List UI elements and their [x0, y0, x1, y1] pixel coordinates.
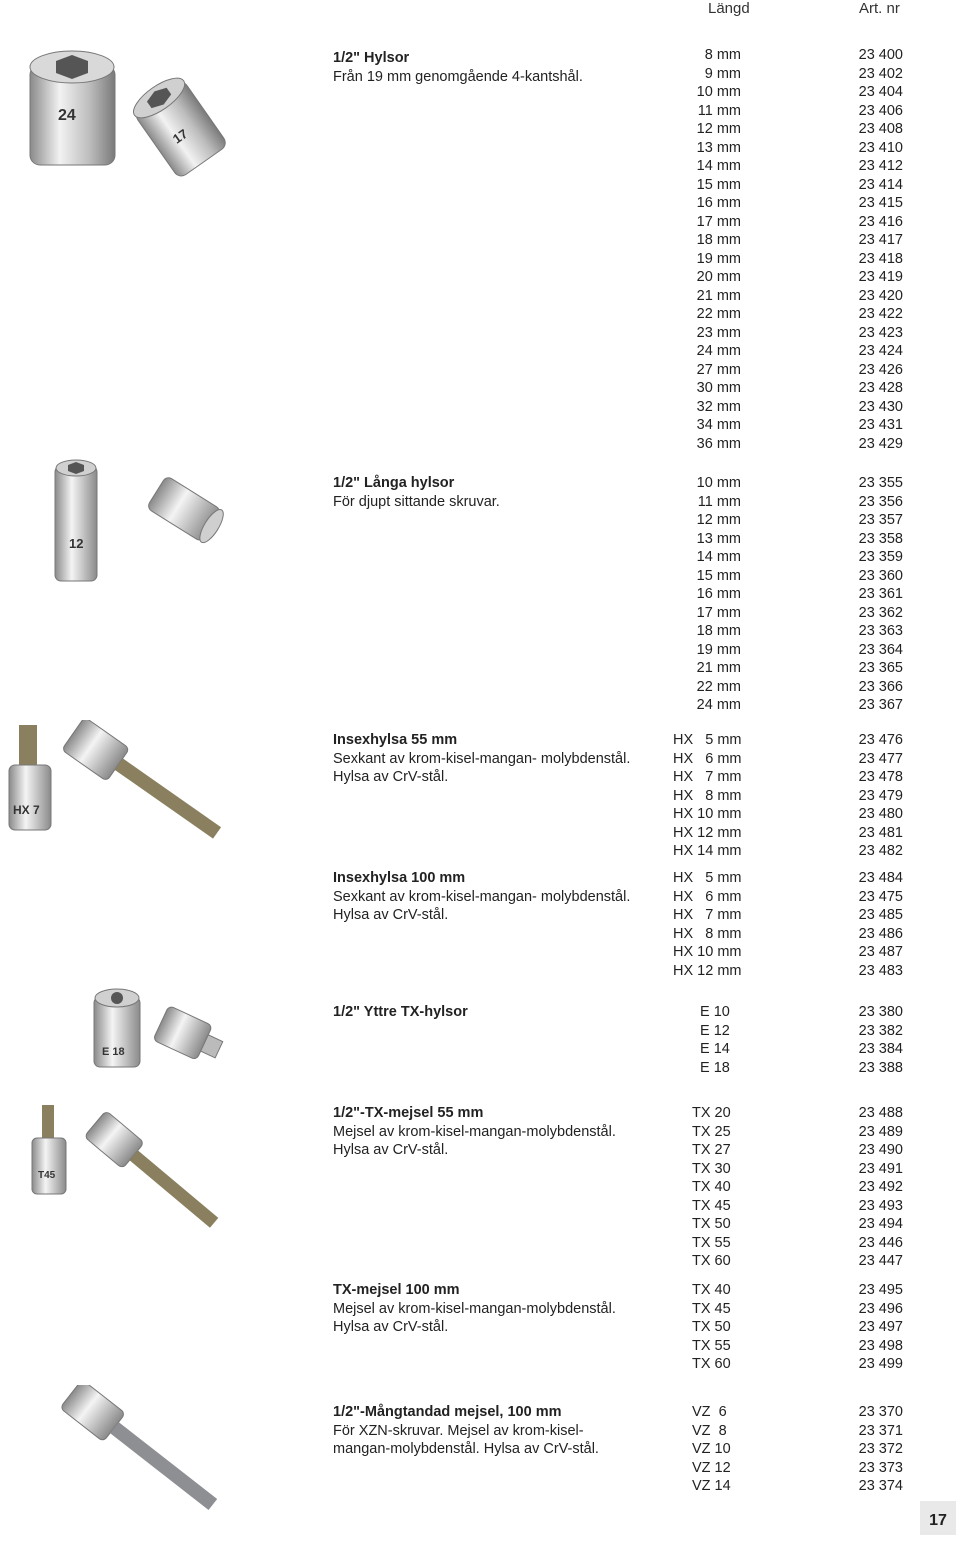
- length-value: HX 6 mm: [673, 888, 742, 905]
- art-number-value: 23 416: [858, 213, 903, 230]
- length-value: 30 mm: [696, 380, 741, 396]
- length-value: 19 mm: [696, 641, 741, 658]
- length-value: VZ 14: [692, 1478, 731, 1494]
- xzn-desc-line: För XZN-skruvar. Mejsel av krom-kisel-: [333, 1422, 584, 1439]
- torx-100-title: TX-mejsel 100 mm: [333, 1282, 460, 1298]
- length-value: TX 30: [692, 1160, 731, 1177]
- art-number-value: 23 420: [858, 287, 903, 304]
- art-number-value: 23 412: [858, 158, 903, 174]
- length-value: HX 6 mm: [673, 750, 742, 767]
- hex-55-length-list: [673, 731, 753, 861]
- length-value: 17 mm: [696, 213, 741, 230]
- art-number-value: 23 478: [858, 769, 903, 785]
- art-number-value: 23 498: [858, 1337, 903, 1354]
- length-value: E 18: [700, 1059, 730, 1076]
- art-number-value: 23 404: [858, 84, 903, 100]
- page-number: 17: [920, 1501, 956, 1535]
- hex-100-desc-line: Sexkant av krom-kisel-mangan- molybdenstål.: [333, 888, 631, 905]
- art-number-value: 23 499: [858, 1356, 903, 1372]
- length-value: TX 55: [692, 1337, 731, 1354]
- art-number-value: 23 362: [858, 604, 903, 621]
- length-value: 12 mm: [696, 512, 741, 528]
- xzn-description: [333, 1403, 663, 1459]
- length-value: TX 60: [692, 1356, 731, 1372]
- art-number-value: 23 431: [858, 417, 903, 433]
- length-value: 36 mm: [696, 435, 741, 452]
- length-value: 12 mm: [696, 121, 741, 137]
- torx-55-length-list: [692, 1104, 772, 1271]
- torx-external-length-list: [700, 1003, 760, 1077]
- art-number-value: 23 364: [858, 641, 903, 658]
- length-value: HX 8 mm: [673, 925, 742, 942]
- art-number-value: 23 373: [858, 1459, 903, 1476]
- length-value: 22 mm: [696, 306, 741, 322]
- length-value: 21 mm: [696, 660, 741, 676]
- length-value: 34 mm: [696, 417, 741, 433]
- art-number-value: 23 426: [858, 361, 903, 378]
- length-value: 11 mm: [697, 493, 741, 510]
- art-number-value: 23 382: [858, 1022, 903, 1039]
- hex-100-length-list: [673, 869, 753, 980]
- torx-55-art-list: [830, 1104, 903, 1271]
- long-sockets-image: [45, 458, 235, 588]
- art-number-value: 23 493: [858, 1197, 903, 1214]
- art-number-value: 23 422: [858, 306, 903, 322]
- length-value: 23 mm: [696, 324, 741, 341]
- length-value: 13 mm: [696, 530, 741, 547]
- art-number-column-header: Art. nr: [859, 0, 900, 17]
- length-value: E 14: [700, 1041, 730, 1057]
- art-number-value: 23 417: [858, 232, 903, 248]
- art-number-value: 23 374: [858, 1478, 903, 1494]
- length-value: 13 mm: [696, 139, 741, 156]
- hex-100-title: Insexhylsa 100 mm: [333, 870, 466, 886]
- art-number-value: 23 428: [858, 380, 903, 396]
- art-number-value: 23 359: [858, 549, 903, 565]
- length-value: VZ 8: [692, 1422, 727, 1439]
- length-value: 20 mm: [696, 269, 741, 285]
- art-number-value: 23 370: [858, 1404, 903, 1420]
- length-value: HX 5 mm: [673, 732, 742, 748]
- art-number-value: 23 366: [858, 678, 903, 695]
- long-sockets-length-list: [666, 474, 741, 715]
- art-number-value: 23 418: [858, 250, 903, 267]
- torx-external-label: E 18: [102, 1046, 125, 1058]
- socket-size-label-2: 17: [169, 126, 191, 147]
- art-number-value: 23 484: [858, 870, 903, 886]
- length-value: E 12: [700, 1022, 730, 1039]
- length-value: 16 mm: [696, 195, 741, 211]
- length-value: TX 55: [692, 1234, 731, 1251]
- art-number-value: 23 482: [858, 843, 903, 859]
- length-value: HX 10 mm: [673, 806, 742, 822]
- hex-55-desc-line-2: Hylsa av CrV-stål.: [333, 769, 449, 785]
- length-value: TX 25: [692, 1123, 731, 1140]
- length-value: 14 mm: [696, 158, 741, 174]
- length-value: TX 45: [692, 1300, 731, 1317]
- xzn-art-list: [830, 1403, 903, 1496]
- length-value: 24 mm: [696, 697, 741, 713]
- length-value: 10 mm: [696, 84, 741, 100]
- length-value: TX 50: [692, 1319, 731, 1335]
- torx-bit-image: [30, 1100, 230, 1250]
- length-value: 14 mm: [696, 549, 741, 565]
- hex-55-art-list: [830, 731, 903, 861]
- long-socket-size-label: 12: [69, 536, 84, 551]
- art-number-value: 23 419: [858, 269, 903, 285]
- art-number-value: 23 360: [858, 567, 903, 584]
- length-value: TX 45: [692, 1197, 731, 1214]
- length-value: 18 mm: [696, 232, 741, 248]
- length-value: 32 mm: [696, 398, 741, 415]
- art-number-value: 23 488: [858, 1105, 903, 1121]
- art-number-value: 23 487: [858, 944, 903, 960]
- hex-55-desc-line: Sexkant av krom-kisel-mangan- molybdenstål.: [333, 750, 631, 767]
- hex-100-art-list: [830, 869, 903, 980]
- art-number-value: 23 490: [858, 1142, 903, 1158]
- xzn-desc-line-2: mangan-molybdenstål. Hylsa av CrV-stål.: [333, 1441, 599, 1457]
- length-value: HX 12 mm: [673, 962, 742, 979]
- torx-external-title: 1/2" Yttre TX-hylsor: [333, 1004, 468, 1020]
- torx-100-desc-line: Mejsel av krom-kisel-mangan-molybdenstål.: [333, 1300, 616, 1317]
- art-number-value: 23 400: [858, 47, 903, 63]
- length-value: TX 40: [692, 1282, 731, 1298]
- art-number-value: 23 429: [858, 435, 903, 452]
- xzn-length-list: [692, 1403, 772, 1496]
- torx-55-desc-line: Mejsel av krom-kisel-mangan-molybdenstål.: [333, 1123, 616, 1140]
- art-number-value: 23 367: [858, 697, 903, 713]
- length-value: TX 40: [692, 1179, 731, 1195]
- art-number-value: 23 481: [858, 824, 903, 841]
- length-value: 21 mm: [696, 287, 741, 304]
- art-number-value: 23 414: [858, 176, 903, 193]
- hex-bit-label: HX 7: [13, 803, 40, 817]
- art-number-value: 23 356: [858, 493, 903, 510]
- art-number-value: 23 358: [858, 530, 903, 547]
- length-value: HX 12 mm: [673, 824, 742, 841]
- art-number-value: 23 475: [858, 888, 903, 905]
- torx-100-art-list: [830, 1281, 903, 1374]
- art-number-value: 23 480: [858, 806, 903, 822]
- art-number-value: 23 476: [858, 732, 903, 748]
- long-sockets-desc-line: För djupt sittande skruvar.: [333, 493, 500, 510]
- torx-100-length-list: [692, 1281, 772, 1374]
- art-number-value: 23 415: [858, 195, 903, 211]
- length-value: TX 20: [692, 1105, 731, 1121]
- xzn-bit-image: [55, 1385, 230, 1520]
- sockets-image: [18, 45, 228, 185]
- art-number-value: 23 446: [858, 1234, 903, 1251]
- length-value: 19 mm: [696, 250, 741, 267]
- art-number-value: 23 361: [858, 586, 903, 602]
- art-number-value: 23 372: [858, 1441, 903, 1457]
- sockets-length-list: [666, 46, 741, 453]
- length-value: HX 14 mm: [673, 843, 742, 859]
- art-number-value: 23 380: [858, 1004, 903, 1020]
- length-value: 18 mm: [696, 623, 741, 639]
- long-sockets-title: 1/2" Långa hylsor: [333, 475, 455, 491]
- art-number-value: 23 424: [858, 343, 903, 359]
- length-value: TX 27: [692, 1142, 731, 1158]
- torx-100-desc-line-2: Hylsa av CrV-stål.: [333, 1319, 449, 1335]
- art-number-value: 23 430: [858, 398, 903, 415]
- art-number-value: 23 477: [858, 750, 903, 767]
- torx-55-title: 1/2"-TX-mejsel 55 mm: [333, 1105, 484, 1121]
- art-number-value: 23 494: [858, 1216, 903, 1232]
- sockets-art-list: [830, 46, 903, 453]
- torx-100-description: [333, 1281, 663, 1337]
- torx-external-description: [333, 1003, 663, 1022]
- torx-external-image: [90, 985, 230, 1080]
- length-value: HX 8 mm: [673, 787, 742, 804]
- art-number-value: 23 495: [858, 1282, 903, 1298]
- hex-55-title: Insexhylsa 55 mm: [333, 732, 458, 748]
- length-value: VZ 10: [692, 1441, 731, 1457]
- art-number-value: 23 497: [858, 1319, 903, 1335]
- length-value: E 10: [700, 1004, 730, 1020]
- art-number-value: 23 357: [858, 512, 903, 528]
- length-value: TX 60: [692, 1253, 731, 1269]
- torx-bit-label: T45: [38, 1170, 56, 1181]
- art-number-value: 23 492: [858, 1179, 903, 1195]
- xzn-title: 1/2"-Mångtandad mejsel, 100 mm: [333, 1404, 562, 1420]
- art-number-value: 23 489: [858, 1123, 903, 1140]
- art-number-value: 23 363: [858, 623, 903, 639]
- hex-100-description: [333, 869, 663, 925]
- length-value: HX 10 mm: [673, 944, 742, 960]
- length-value: 11 mm: [697, 102, 741, 119]
- torx-55-desc-line-2: Hylsa av CrV-stål.: [333, 1142, 449, 1158]
- hex-100-desc-line-2: Hylsa av CrV-stål.: [333, 907, 449, 923]
- art-number-value: 23 408: [858, 121, 903, 137]
- art-number-value: 23 402: [858, 65, 903, 82]
- length-value: 9 mm: [704, 65, 741, 82]
- length-value: 16 mm: [696, 586, 741, 602]
- length-value: 22 mm: [696, 678, 741, 695]
- long-sockets-art-list: [830, 474, 903, 715]
- hex-55-description: [333, 731, 663, 787]
- art-number-value: 23 483: [858, 962, 903, 979]
- length-value: 17 mm: [696, 604, 741, 621]
- art-number-value: 23 423: [858, 324, 903, 341]
- torx-55-description: [333, 1104, 663, 1160]
- length-column-header: Längd: [708, 0, 750, 17]
- art-number-value: 23 485: [858, 907, 903, 923]
- art-number-value: 23 447: [858, 1253, 903, 1269]
- length-value: 10 mm: [696, 475, 741, 491]
- length-value: HX 5 mm: [673, 870, 742, 886]
- length-value: VZ 12: [692, 1459, 731, 1476]
- art-number-value: 23 406: [858, 102, 903, 119]
- art-number-value: 23 365: [858, 660, 903, 676]
- length-value: 15 mm: [696, 176, 741, 193]
- sockets-title: 1/2" Hylsor: [333, 50, 410, 66]
- length-value: HX 7 mm: [673, 769, 742, 785]
- sockets-description: [333, 49, 663, 86]
- art-number-value: 23 410: [858, 139, 903, 156]
- length-value: VZ 6: [692, 1404, 727, 1420]
- length-value: 15 mm: [696, 567, 741, 584]
- hex-bit-image: [5, 720, 230, 870]
- length-value: HX 7 mm: [673, 907, 742, 923]
- length-value: 24 mm: [696, 343, 741, 359]
- socket-size-label: 24: [58, 107, 76, 124]
- art-number-value: 23 491: [858, 1160, 903, 1177]
- sockets-desc-line: Från 19 mm genomgående 4-kantshål.: [333, 68, 583, 85]
- torx-external-art-list: [830, 1003, 903, 1077]
- art-number-value: 23 384: [858, 1041, 903, 1057]
- art-number-value: 23 371: [858, 1422, 903, 1439]
- length-value: 8 mm: [704, 47, 741, 63]
- art-number-value: 23 486: [858, 925, 903, 942]
- long-sockets-description: [333, 474, 663, 511]
- art-number-value: 23 355: [858, 475, 903, 491]
- length-value: 27 mm: [696, 361, 741, 378]
- art-number-value: 23 496: [858, 1300, 903, 1317]
- length-value: TX 50: [692, 1216, 731, 1232]
- art-number-value: 23 388: [858, 1059, 903, 1076]
- art-number-value: 23 479: [858, 787, 903, 804]
